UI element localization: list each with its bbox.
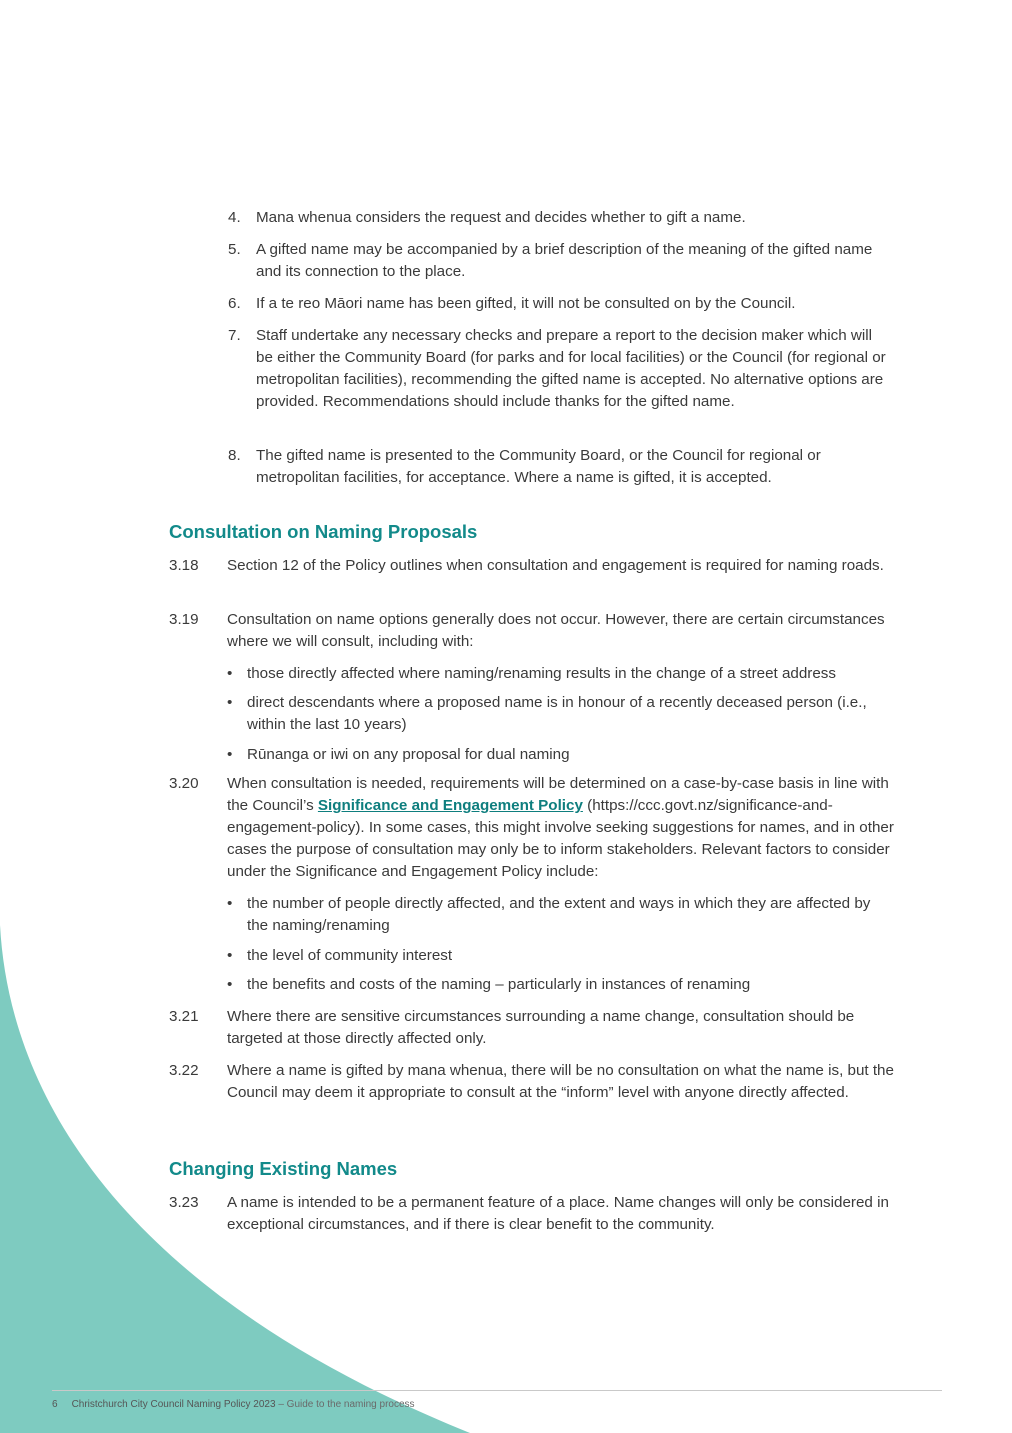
clause-3-19: 3.19 Consultation on name options generally does not occur. However, there are certain circumstances where we will consult, including with:: [169, 611, 885, 650]
significance-engagement-policy-link[interactable]: Significance and Engagement Policy: [317, 797, 583, 814]
step-item: 4. Mana whenua considers the request and decides whether to gift a name.: [228, 209, 746, 226]
bullet-icon: •: [227, 895, 233, 912]
step-item: 8. The gifted name is presented to the Community Board, or the Council for regional or metropolitan facilities, for acceptance. Where a name is gifted, it is accepted.: [228, 447, 821, 486]
bullet-item: • those directly affected where naming/renaming results in the change of a street address: [227, 663, 895, 685]
step-item: 6. If a te reo Māori name has been gifted, it will not be consulted on by the Council.: [228, 295, 796, 312]
clause-3-20: 3.20 When consultation is needed, requirements will be determined on a case-by-case basis in line with the Council’s Significance and Engagement Policy (https://ccc.govt.nz/significance-and-engagement-policy). In some cases, this might involve seeking suggestions for names, and in other cases the purpose of consultation may only be to inform stakeholders. Relevant factors to consider under the Significance and Engagement Policy include:: [169, 775, 894, 880]
clause-3-22: 3.22 Where a name is gifted by mana whenua, there will be no consultation on what the name is, but the Council may deem it appropriate to consult at the “inform” level with anyone directly affected.: [169, 1062, 894, 1101]
bullet-item: • the level of community interest: [227, 945, 895, 967]
footer-title: Christchurch City Council Naming Policy 2023: [71, 1399, 276, 1410]
clause-3-21: 3.21 Where there are sensitive circumstances surrounding a name change, consultation should be targeted at those directly affected only.: [169, 1008, 855, 1047]
bullet-item: • the number of people directly affected, and the extent and ways in which they are affected by the naming/renaming: [227, 895, 871, 934]
bullet-icon: •: [227, 746, 233, 763]
clause-3-23: 3.23 A name is intended to be a permanent feature of a place. Name changes will only be considered in exceptional circumstances, and if there is clear benefit to the community.: [169, 1194, 889, 1233]
page-number: 6: [52, 1399, 58, 1410]
section-heading-changing-names: Changing Existing Names: [169, 1158, 398, 1179]
page-footer: [52, 1398, 415, 1412]
step-item: 7. Staff undertake any necessary checks and prepare a report to the decision maker which will be either the Community Board (for parks and for local facilities) or the Council (for regional or metropolitan facilities), recommending the gifted name is accepted. No alternative options are provided. Recommendations should include thanks for the gifted name.: [228, 327, 886, 410]
bullet-icon: •: [227, 976, 233, 993]
bullet-icon: •: [227, 947, 233, 964]
bullet-icon: •: [227, 694, 233, 711]
footer-subtitle: – Guide to the naming process: [275, 1399, 415, 1410]
clause-3-18: 3.18 Section 12 of the Policy outlines when consultation and engagement is required for naming roads.: [169, 557, 884, 574]
bullet-icon: •: [227, 665, 233, 682]
bullet-item: • direct descendants where a proposed name is in honour of a recently deceased person (i.e., within the last 10 years): [227, 694, 867, 733]
step-item: 5. A gifted name may be accompanied by a brief description of the meaning of the gifted name and its connection to the place.: [228, 241, 873, 280]
footer-divider: [52, 1390, 942, 1391]
bullet-item: • Rūnanga or iwi on any proposal for dual naming: [227, 744, 895, 766]
bullet-item: • the benefits and costs of the naming – particularly in instances of renaming: [227, 974, 895, 996]
section-heading-consultation: Consultation on Naming Proposals: [169, 521, 478, 542]
